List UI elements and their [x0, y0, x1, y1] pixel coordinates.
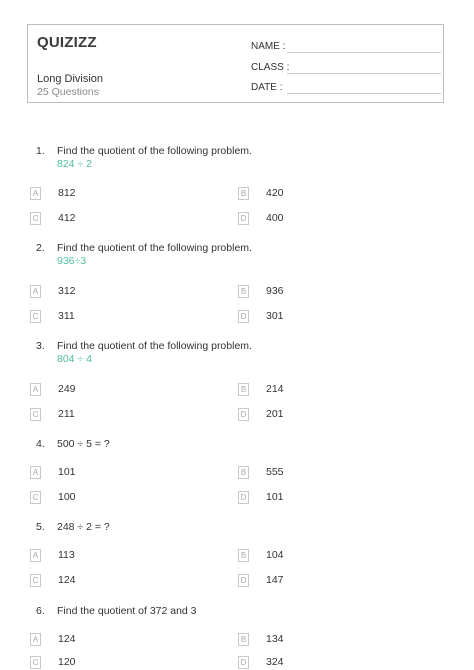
option-letter-box: A: [30, 383, 41, 396]
name-label: NAME :: [251, 41, 286, 52]
option-value: 101: [266, 491, 284, 503]
option-value: 214: [266, 383, 284, 395]
option-letter-box: C: [30, 310, 41, 323]
option-value: 134: [266, 633, 284, 645]
option-letter-box: D: [238, 408, 249, 421]
question-text: Find the quotient of the following problem.: [57, 242, 252, 254]
option-value: 124: [58, 574, 76, 586]
worksheet-title: Long Division: [37, 73, 104, 85]
option-letter-box: D: [238, 656, 249, 669]
option-letter-box: A: [30, 549, 41, 562]
option-letter-box: C: [30, 491, 41, 504]
question-text: 500 ÷ 5 = ?: [57, 438, 110, 450]
option-value: 211: [58, 408, 75, 420]
option-letter-box: A: [30, 187, 41, 200]
question-number: 3.: [36, 340, 45, 352]
option-value: 113: [58, 549, 75, 561]
option-value: 324: [266, 656, 284, 668]
option-value: 555: [266, 466, 284, 478]
option-letter-box: B: [238, 633, 249, 646]
question-number: 6.: [36, 605, 45, 617]
option-value: 104: [266, 549, 284, 561]
option-value: 812: [58, 187, 76, 199]
option-value: 936: [266, 285, 284, 297]
option-value: 201: [266, 408, 284, 420]
question-number: 1.: [36, 145, 45, 157]
option-value: 311: [58, 310, 75, 322]
question-text: Find the quotient of the following problem.: [57, 145, 252, 157]
question-number: 4.: [36, 438, 45, 450]
option-letter-box: A: [30, 285, 41, 298]
question-text: Find the quotient of the following problem.: [57, 340, 252, 352]
question-count: 25 Questions: [37, 86, 99, 98]
option-letter-box: D: [238, 212, 249, 225]
option-value: 312: [58, 285, 76, 297]
option-letter-box: C: [30, 574, 41, 587]
option-letter-box: C: [30, 408, 41, 421]
option-letter-box: C: [30, 212, 41, 225]
worksheet-header: [27, 24, 444, 103]
option-letter-box: A: [30, 466, 41, 479]
option-value: 301: [266, 310, 284, 322]
date-label: DATE :: [251, 82, 283, 93]
option-letter-box: D: [238, 574, 249, 587]
class-label: CLASS :: [251, 62, 290, 73]
option-value: 124: [58, 633, 76, 645]
name-line[interactable]: [287, 52, 441, 53]
option-letter-box: B: [238, 187, 249, 200]
option-value: 120: [58, 656, 76, 668]
option-letter-box: D: [238, 310, 249, 323]
question-expression: 824 ÷ 2: [57, 158, 92, 170]
option-letter-box: B: [238, 549, 249, 562]
option-value: 100: [58, 491, 76, 503]
option-letter-box: B: [238, 285, 249, 298]
option-letter-box: C: [30, 656, 41, 669]
question-expression: 804 ÷ 4: [57, 353, 92, 365]
option-letter-box: D: [238, 491, 249, 504]
option-value: 420: [266, 187, 284, 199]
option-letter-box: A: [30, 633, 41, 646]
question-text: Find the quotient of 372 and 3: [57, 605, 197, 617]
option-value: 147: [266, 574, 284, 586]
option-value: 412: [58, 212, 76, 224]
option-letter-box: B: [238, 466, 249, 479]
question-number: 2.: [36, 242, 45, 254]
question-number: 5.: [36, 521, 45, 533]
date-line[interactable]: [287, 93, 441, 94]
question-expression: 936÷3: [57, 255, 87, 267]
class-line[interactable]: [287, 73, 441, 74]
quizizz-logo: QUIZIZZ: [37, 34, 97, 51]
option-value: 400: [266, 212, 284, 224]
option-letter-box: B: [238, 383, 249, 396]
option-value: 101: [58, 466, 76, 478]
question-text: 248 ÷ 2 = ?: [57, 521, 110, 533]
option-value: 249: [58, 383, 76, 395]
